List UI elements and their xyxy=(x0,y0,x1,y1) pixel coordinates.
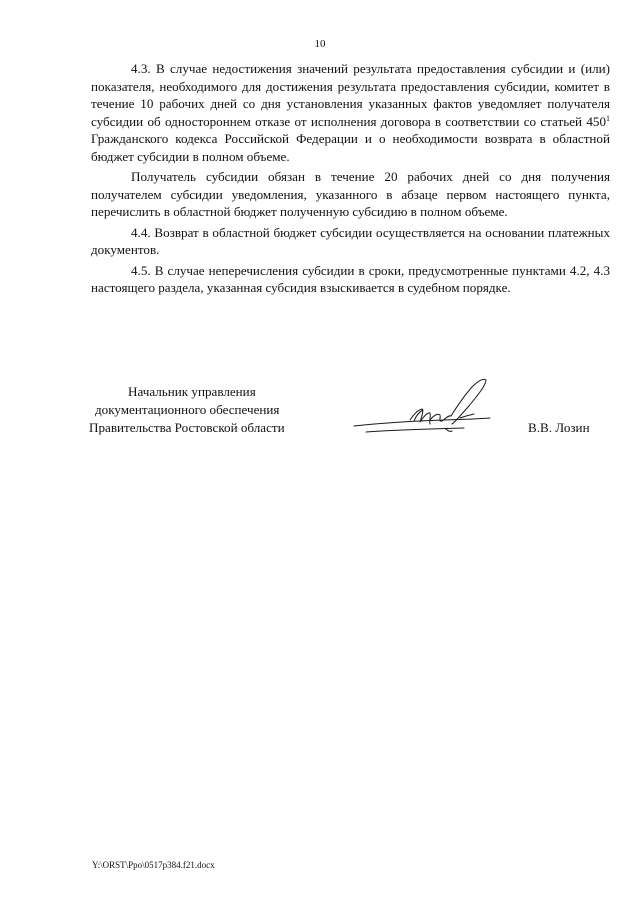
signatory-position xyxy=(89,383,329,437)
position-line-3: Правительства Ростовской области xyxy=(89,420,285,435)
paragraph-4-5: 4.5. В случае неперечисления субсидии в сроки, предусмотренные пунктами 4.2, 4.3 настоящего раздела, указанная субсидия взыскивается в судебном порядке. xyxy=(91,262,610,295)
page-number: 10 xyxy=(314,38,326,50)
handwritten-signature xyxy=(352,374,507,444)
paragraph-4-3-text-after: Гражданского кодекса Российской Федерации и о необходимости возврата в областной бюджет субсидии в полном объеме. xyxy=(91,131,610,164)
paragraph-recipient-obligation: Получатель субсидии обязан в течение 20 рабочих дней со дня получения получателем субсидии уведомления, указанного в абзаце первом настоящего пункта, перечислить в областной бюджет полученную субсидию в полном объеме. xyxy=(91,169,610,219)
paragraph-4-3 xyxy=(91,60,610,165)
paragraph-4-4: 4.4. Возврат в областной бюджет субсидии осуществляется на основании платежных документов. xyxy=(91,224,610,257)
position-line-1: Начальник управления xyxy=(128,384,256,399)
article-superscript: 1 xyxy=(606,113,610,123)
document-body xyxy=(91,60,610,297)
signatory-name: В.В. Лозин xyxy=(528,420,590,435)
paragraph-4-3-text-before: 4.3. В случае недостижения значений результата предоставления субсидии и (или) показателя, необходимого для достижения результата предоставления субсидии, комитет в течение 10 рабочих дней со дня установления указанных фактов уведомляет получателя субсидии об одностороннем отказе от исполнения договора в соответствии со статьей 450 xyxy=(91,61,610,129)
position-line-2: документационного обеспечения xyxy=(95,402,280,417)
footer-file-path: Y:\ORST\Ppo\0517p384.f21.docx xyxy=(92,860,215,870)
